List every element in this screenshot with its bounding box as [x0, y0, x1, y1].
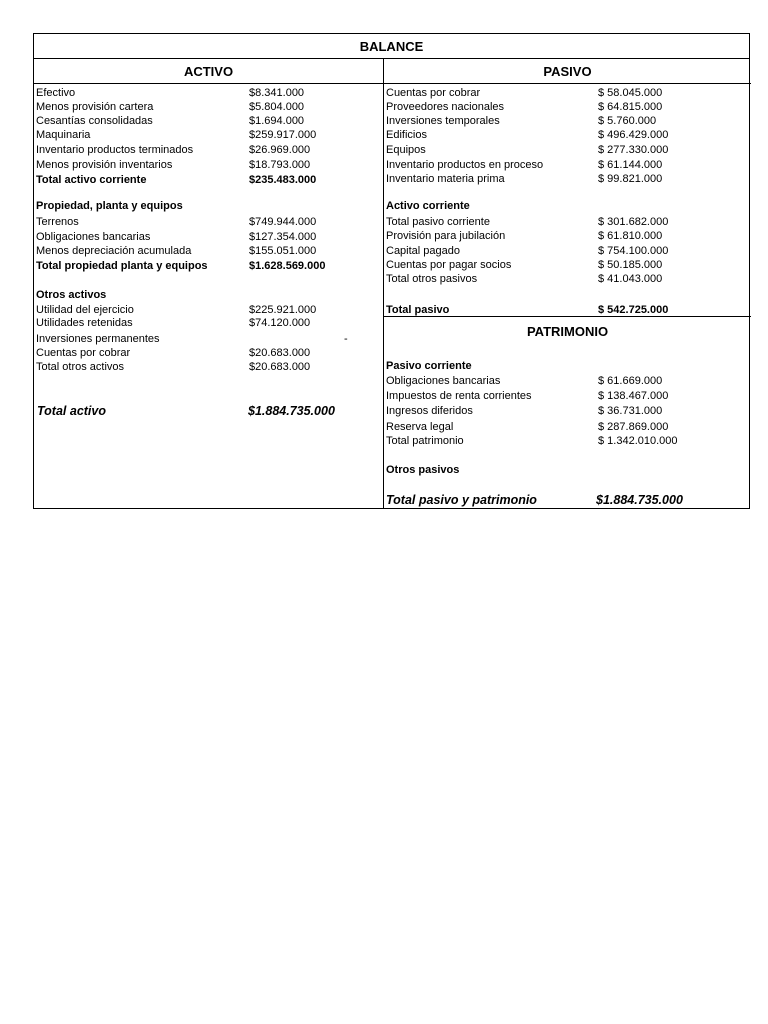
pasivo-header: PASIVO — [384, 59, 751, 84]
otros-pasivos-heading: Otros pasivos — [386, 464, 460, 476]
column-divider — [383, 59, 384, 509]
balance-sheet: BALANCE ACTIVO PASIVO Efectivo $8.341.000 Menos provisión cartera $5.804.000 Cesantías consolidadas $1.694.000 Maquinaria $259.917.000 Inventario productos terminados $26.969.000 Menos provisión inventarios $18.793.000 Total activo corriente $235.483.000 Propiedad, planta y equipos Terrenos $749.944.000 Obligaciones bancarias $127.354.000 Menos depreciación acumulada $155.051.000 Total propiedad planta y equipos $1.628.569.000 Otros activos Utilidad del ejercicio $225.921.000 Utilidades retenidas $74.120.000 Inversiones permanentes - Cuentas por cobrar $20.683.000 Total otros activos $20.683.000 Total activo $1.884.735.000 Cuentas por cobrar $ 58.045.000 Proveedores nacionales $ 64.815.000 Inversiones temporales $ 5.760.000 Edificios $ 496.429.000 Equipos $ 277.330.000 Inventario productos en proceso $ 61.144.000 Inventario materia prima $ 99.821.000 Activo corriente Total pasivo corriente $ 301.682.000 Provisión para jubilación $ 61.810.000 Capital pagado $ 754.100.000 Cuentas por pagar socios $ 50.185.000 Total otros pasivos $ 41.043.000 Total pasivo $ 542.725.000 PATRIMONIO Pasivo corriente Obligaciones bancarias $ 61.669.000 Impuestos de renta corrientes $ 138.467.000 Ingresos diferidos $ 36.731.000 Reserva legal $ 287.869.000 Total patrimonio $ 1.342.010.000 Otros pasivos Total pasivo y patrimonio $1.884.735.000 — [33, 33, 750, 509]
ppe-heading: Propiedad, planta y equipos — [36, 200, 183, 212]
activo-corriente-heading: Activo corriente — [386, 200, 470, 212]
activo-header: ACTIVO — [34, 59, 383, 84]
pasivo-divider — [384, 316, 751, 317]
otros-activos-heading: Otros activos — [36, 289, 107, 301]
balance-title: BALANCE — [34, 34, 749, 59]
pasivo-corriente-heading: Pasivo corriente — [386, 360, 472, 372]
patrimonio-header: PATRIMONIO — [526, 324, 609, 339]
